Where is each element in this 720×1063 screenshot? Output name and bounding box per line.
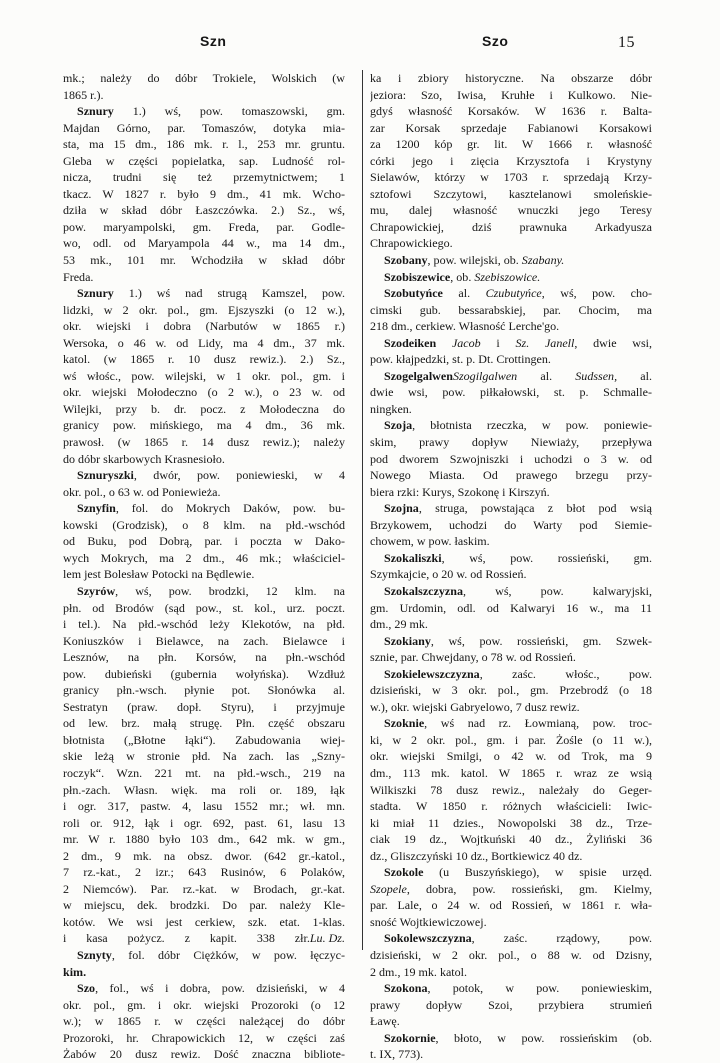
text-line [370,666,652,683]
text-line [370,649,652,666]
text-line [370,633,652,650]
body-text: 2 Niemców). Par. rz.-kat. w Brodach, gr.-kat. [63,881,345,896]
body-text: ciak 19 dz., Wojtkuński 40 dz., Żyliński 36 [370,832,652,847]
entry-headword: Szodeiken [384,335,437,350]
body-text: , błoto, w pow. rossieńskim (ob. [435,1030,652,1045]
text-line [63,417,345,434]
text-line [370,401,652,418]
text-line [63,252,345,269]
text-line [63,1030,345,1047]
body-text: , dobra, pow. rossieński, gm. Kielmy, [406,881,652,896]
entry-headword: Szokielewszczyzna [384,666,480,681]
text-line [370,964,652,981]
text-line [63,815,345,832]
text-line [370,136,652,153]
entry-headword: Szoja [384,418,413,433]
text-line [63,1046,345,1063]
italic-text: Szogilgalwen [452,368,518,383]
italic-text: Lu. Dz. [309,931,345,946]
body-text: ki, w 2 okr. pol., gm. i par. Żośle (o 11 w.), [370,732,652,747]
text-line [63,897,345,914]
body-text: , wś, pow. brodzki, 12 klm. na [115,583,345,598]
text-line [370,600,652,617]
body-text: gdyś własność Korsaków. W 1636 r. Balta- [370,104,652,119]
text-line [370,897,652,914]
body-text: al. [442,286,486,301]
body-text: Koniuszków i Bielawce, na zach. Bielawce i [63,633,345,648]
body-text: 7 rz.-kat., 2 izr.; 643 Rusinów, 6 Polaków, [63,865,345,880]
text-line [370,269,652,286]
text-line [63,881,345,898]
body-text: par. Lale, o 24 w. od Rossień, w 1861 r. wła- [370,898,652,913]
body-text: sność Wojtkiewiczowej. [370,914,487,929]
body-text: , fol., wś i dobra, pow. dzisieński, w 4 [95,981,345,996]
text-line [370,782,652,799]
body-text: 53 mk., 101 mr. Wchodziła w skład dóbr [63,253,345,268]
text-line [63,616,345,633]
body-text: sta, ma 15 dm., 186 mk. r. l., 253 mr. gruntu. [63,137,345,152]
text-line [63,831,345,848]
body-text: Sielawów, którzy w 1703 r. sprzedają Krzy- [370,170,652,185]
body-text: , fol. dóbr Ciężków, w pow. łęczyc- [111,947,345,962]
body-text: , potok, w pow. poniewieskim, [427,981,652,996]
body-text: tkacz. W 1827 r. było 9 dm., 41 mk. Wcho- [63,186,345,201]
text-line [63,384,345,401]
text-line [63,583,345,600]
body-text: Żabów 20 dusz rewiz. Dość znaczna bibliote- [63,1047,345,1062]
text-line [63,550,345,567]
text-line [63,666,345,683]
text-line [63,87,345,104]
text-line [370,864,652,881]
text-line [63,318,345,335]
body-text: dm., 113 mk. katol. W 1865 r. wraz ze wsią [370,765,652,780]
body-text: płn. od Brodów (sąd pow., st. kol., urz. poczt. [63,600,345,615]
body-text: , fol. do Mokrych Daków, pow. bu- [115,501,345,516]
body-text: 2 dm., 19 mk. katol. [370,964,468,979]
entry-headword: Sznyfin [77,501,116,516]
entry-headword: Szyrów [77,583,116,598]
text-line [370,451,652,468]
body-text: sztofowi Szczytowi, kasztelanowi smoleńskie- [370,186,652,201]
body-text: , wś, pow. cho- [541,286,652,301]
text-line [370,1046,652,1063]
text-line [63,120,345,137]
text-line [63,484,345,501]
text-line [63,980,345,997]
text-line [370,732,652,749]
body-text: pod dworem Szwojniszki i uchodzi o 3 w. od [370,451,652,466]
entry-headword: Szokiany [384,633,431,648]
text-line [63,566,345,583]
body-text: gm. Urdomin, odl. od Kalwaryi 16 w., ma 11 [370,600,652,615]
left-column [63,70,345,1063]
body-text: okr. wiejski Smilgi, o 42 w. od Trok, ma 9 [370,749,652,764]
body-text: skim, prawy dopływ Niewiaży, przepływa [370,435,652,450]
text-line [370,302,652,319]
body-text: od lew. brz. małą strugę. Płn. część obszaru [63,716,345,731]
entry-headword: Szokona [384,981,428,996]
body-text: dziła w skład dóbr Łaszczówka. 2.) Sz., wś, [63,203,345,218]
text-line [63,103,345,120]
italic-text: Sudssen, [575,368,618,383]
text-line [370,417,652,434]
text-line [370,219,652,236]
text-line [63,732,345,749]
text-line [63,997,345,1014]
text-line [370,533,652,550]
body-text: stadta. W 1850 r. różnych właścicieli: Iwic- [370,799,652,814]
body-text: , dwór, pow. poniewieski, w 4 [133,468,345,483]
body-text: , pow. wilejski, ob. [427,253,522,268]
body-text: 1.) wś, pow. tomaszowski, gm. [113,104,345,119]
italic-text: Szopele [370,881,407,896]
text-line [63,798,345,815]
text-line [63,335,345,352]
body-text: Gleba w części popielatka, sap. Ludność rol- [63,153,345,168]
body-text: mk.; należy do dóbr Trokiele, Wolskich (w [63,71,345,85]
body-text: roli or. 912, łąk i ogr. 692, past. 61, lasu 13 [63,815,345,830]
text-line [370,550,652,567]
body-text: mu, dalej własność wnuczki jego Teresy [370,203,652,218]
body-text: jeziora: Szo, Iwisa, Kruhłe i Kulkowo. Nie- [370,87,652,102]
body-text: Wilkiszki 78 dusz rewiz., należały do Geger- [370,782,652,797]
text-line [370,831,652,848]
text-line [63,765,345,782]
entry-headword: Sznuryszki [77,468,134,483]
body-text: t. IX, 773). [370,1047,424,1062]
body-text: do dóbr skarbowych Krasnesioło. [63,451,225,466]
text-line [370,798,652,815]
running-header-center: Szo [482,33,509,49]
body-text: i [480,335,516,350]
body-text: katol. (w 1865 r. 10 dusz rewiz.). 2.) Sz., [63,352,345,367]
body-text: w miejscu, dek. brodzki. Do par. należy Kle- [63,898,345,913]
body-text: , struga, powstająca z błot pod wsią [418,501,652,516]
text-line [370,202,652,219]
body-text: Chrapowickiego. [370,236,453,251]
text-line [63,517,345,534]
body-text: Sestratyn (praw. dopł. Styru), i przyjmuje [63,699,345,714]
text-line [370,815,652,832]
right-column [370,70,652,1063]
text-line [63,864,345,881]
text-line [63,285,345,302]
text-line [370,765,652,782]
entry-headword: kim. [63,964,87,979]
entry-headword: Szo [77,981,96,996]
entry-headword: Sokolewszczyzna [384,931,472,946]
body-text: prawosł. (w 1865 r. 14 dusz rewiz.); należy [63,435,345,450]
entry-headword: Szobutyńce [384,286,443,301]
text-line [63,269,345,286]
body-text: granicy pow. mińskiego, ma 4 dm., 36 mk. [63,418,345,433]
body-text: cimski gub. bessarabskiej, par. Chocim, ma [370,302,652,317]
body-text: w.), okr. wiejski Gabryelowo, 7 dusz rewiz. [370,699,580,714]
text-line [370,914,652,931]
body-text: sznie, par. Chwejdany, o 78 w. od Rossień. [370,650,576,665]
text-line [63,682,345,699]
body-text: i tel.). Na płd.-wschód leży Klekotów, na płd. [63,617,345,632]
text-line [370,467,652,484]
text-line [63,930,345,947]
text-line [370,484,652,501]
body-text: za 1200 kóp gr. lit. W 1666 r. własność [370,137,652,152]
body-text: lem jest Bolesław Potocki na Będlewie. [63,567,255,582]
body-text: ki miał 11 dzies., Nowopolski 38 dz., Trze- [370,815,652,830]
page-number: 15 [618,34,635,51]
text-line [63,964,345,981]
body-text: Brzykowem, uchodzi do Warty pod Siemie- [370,517,652,532]
body-text: , zaśc. rządowy, pow. [471,931,652,946]
text-line [63,136,345,153]
text-line [370,368,652,385]
text-line [63,401,345,418]
body-text: granicy płn.-wsch. płynie pot. Słonówka al. [63,683,345,698]
text-line [370,186,652,203]
italic-text: Czubutyńce [485,286,542,301]
body-text: wych Mokrych, ma 2 dm., 46 mk.; właściciel- [63,550,345,565]
body-text: okr. wiejski i dobra (Narbutów w 1865 r.) [63,319,345,334]
body-text: okr. pol., o 63 w. od Poniewieża. [63,484,221,499]
body-text: prawy dopływ Szoi, przybiera strumień [370,997,652,1012]
entry-headword: Szokole [384,865,424,880]
text-line [63,748,345,765]
text-line [370,169,652,186]
body-text: zar Korsak sprzedaje Fabianowi Korsakowi [370,120,652,135]
text-line [370,335,652,352]
body-text: Wersoka, o 46 w. od Lidy, ma 4 dm., 37 mk. [63,335,345,350]
body-text: w.); w 1865 r. w części należącej do dóbr [63,1014,345,1029]
body-text: 2 dm., 9 mk. na obsz. dwor. (642 gr.-katol., [63,848,345,863]
body-text: dwie wsi, pow. piłkałowski, st. p. Schmalle- [370,385,652,400]
entry-headword: Szoknie [384,716,425,731]
text-line [370,997,652,1014]
entry-headword: Sznury [77,104,114,119]
text-line [63,351,345,368]
text-line [370,517,652,534]
text-line [370,384,652,401]
text-line [63,451,345,468]
body-text: (u Buszyńskiego), w spisie urzęd. [423,865,652,880]
text-line [63,914,345,931]
text-line [63,235,345,252]
body-text: Lesznów, na płn. Korsów, na płn.-wschód [63,650,345,665]
italic-text: Sz. Janell [515,335,575,350]
text-line [370,252,652,269]
text-line [63,848,345,865]
text-line [370,566,652,583]
column-divider [362,70,363,950]
body-text: ka i zbiory historyczne. Na obszarze dóbr [370,71,652,85]
text-line [63,153,345,170]
body-text: Szymkajcie, o 20 w. od Rossień. [370,567,527,582]
entry-headword: Sznyty [77,947,112,962]
text-line [63,947,345,964]
body-text: kowski (Grodzisk), o 8 klm. na płd.-wschód [63,517,345,532]
body-text: wś włośc., pow. wilejski, w 1 okr. pol., gm. i [63,368,345,383]
text-line [370,70,652,87]
text-line [370,235,652,252]
body-text: pow. kłajpedzki, st. p. Dt. Crottingen. [370,352,551,367]
body-text: pow. maryampolski, gm. Freda, par. Godle- [63,219,345,234]
body-text: chowem, w pow. łaskim. [370,534,490,549]
body-text: roczyk“. Wzn. 221 mt. na płd.-wsch., 219 na [63,765,345,780]
body-text: Freda. [63,269,94,284]
body-text: ningken. [370,401,412,416]
body-text: , dwie wsi, [574,335,652,350]
text-line [63,782,345,799]
body-text: al. [617,368,652,383]
text-line [370,930,652,947]
body-text: okr. wiejski Mołodeczno (o 2 w.), o 23 w. od [63,385,345,400]
text-line [370,103,652,120]
body-text: biera rzki: Kurys, Szokonę i Kirszyń. [370,484,550,499]
body-text: córki jego i zięcia Krzysztofa i Krystyny [370,153,652,168]
italic-text: Szebiszowice. [474,269,541,284]
body-text: dzisieński, w 2 okr. pol., o 88 w. od Dzisny, [370,947,652,962]
text-line [370,848,652,865]
text-line [370,500,652,517]
body-text: Nowego Miasta. Od prawego brzegu przy- [370,468,652,483]
entry-headword: Szokornie [384,1030,436,1045]
text-line [370,699,652,716]
text-line [370,715,652,732]
text-line [370,980,652,997]
text-line [370,318,652,335]
body-text: dm., 29 mk. [370,617,428,632]
text-line [63,169,345,186]
body-text: , zaśc. włośc., pow. [479,666,652,681]
body-text: wo, odl. od Maryampola 44 w., ma 14 dm., [63,236,345,251]
text-line [370,120,652,137]
body-text: , wś, pow. rossieński, gm. [441,550,652,565]
body-text: i kasa pożycz. z kapit. 338 złr. [63,931,310,946]
body-text: kotów. We wsi jest cerkiew, szk. etat. 1-klas. [63,914,345,929]
text-line [370,153,652,170]
body-text: 1.) wś nad strugą Kamszel, pow. [113,286,345,301]
text-line [63,600,345,617]
italic-text: Jacob [436,335,481,350]
text-line [63,202,345,219]
body-text: dz., Gliszczyński 10 dz., Bortkiewicz 40 dz. [370,848,583,863]
body-text: Ławę. [370,1014,400,1029]
text-line [370,351,652,368]
body-text: Chrapowickiej, dziś prawnuka Arkadyusza [370,219,652,234]
body-text: , wś nad rz. Łowmianą, pow. troc- [424,716,652,731]
text-line [370,434,652,451]
entry-headword: Szojna [384,501,419,516]
text-line [370,616,652,633]
text-line [63,699,345,716]
entry-headword: Szogelgalwen [384,368,453,383]
body-text: al. [517,368,576,383]
text-line [370,748,652,765]
text-line [370,881,652,898]
text-line [370,583,652,600]
text-line [63,649,345,666]
body-text: 1865 r.). [63,87,104,102]
body-text: , błotnista rzeczka, w pow. poniewie- [412,418,652,433]
text-line [370,87,652,104]
text-line [63,467,345,484]
body-text: dzisieński, w 3 okr. pol., gm. Przebrodź (o 18 [370,683,652,698]
entry-headword: Szobiszewice [384,269,451,284]
entry-headword: Sznury [77,286,114,301]
text-line [63,368,345,385]
entry-headword: Szokaliszki [384,550,442,565]
body-text: skie leżą w stronie płd. Na zach. las „Szny- [63,749,345,764]
body-text: płn.-zach. Własn. więk. ma roli or. 189, łąk [63,782,345,797]
text-line [370,947,652,964]
text-line [63,186,345,203]
entry-headword: Szokalszczyzna [384,583,463,598]
text-line [63,434,345,451]
text-line [370,1030,652,1047]
italic-text: Szabany. [521,253,565,268]
text-line [63,533,345,550]
body-text: błotnista („Błotne łąki“). Zabudowania wiej- [63,732,345,747]
text-line [63,219,345,236]
body-text: Prozoroki, hr. Chrapowickich 12, w części zaś [63,1030,345,1045]
body-text: Wilejki, przy b. dr. pocz. z Mołodeczna do [63,401,345,416]
text-line [63,633,345,650]
text-line [63,500,345,517]
body-text: , wś, pow. rossieński, gm. Szwek- [430,633,652,648]
text-line [370,682,652,699]
text-line [63,715,345,732]
body-text: mr. W r. 1880 było 103 dm., 642 mk. w gm., [63,832,345,847]
body-text: , wś, pow. kalwaryjski, [462,583,652,598]
entry-headword: Szobany [384,253,428,268]
body-text: , ob. [450,269,475,284]
body-text: i ogr. 317, pastw. 4, lasu 1552 mr.; wł. mn. [63,799,345,814]
text-line [63,70,345,87]
body-text: 218 dm., cerkiew. Własność Lerche'go. [370,319,560,334]
text-line [63,302,345,319]
body-text: okr. pol., gm. i okr. wiejski Prozoroki (o 12 [63,997,345,1012]
running-header-left: Szn [200,33,227,49]
body-text: nicza, trudni się też przemytnictwem; 1 [63,170,345,185]
body-text: lidzki, w 2 okr. pol., gm. Ejszyszki (o 12 w.), [63,302,345,317]
body-text: pow. dubieński (gubernia wołyńska). Wzdłuż [63,666,345,681]
body-text: od Buku, pod Dobrą, par. i poczta w Dako- [63,534,345,549]
text-line [370,285,652,302]
body-text: Majdan Górno, par. Tomaszów, dotyka mia- [63,120,345,135]
